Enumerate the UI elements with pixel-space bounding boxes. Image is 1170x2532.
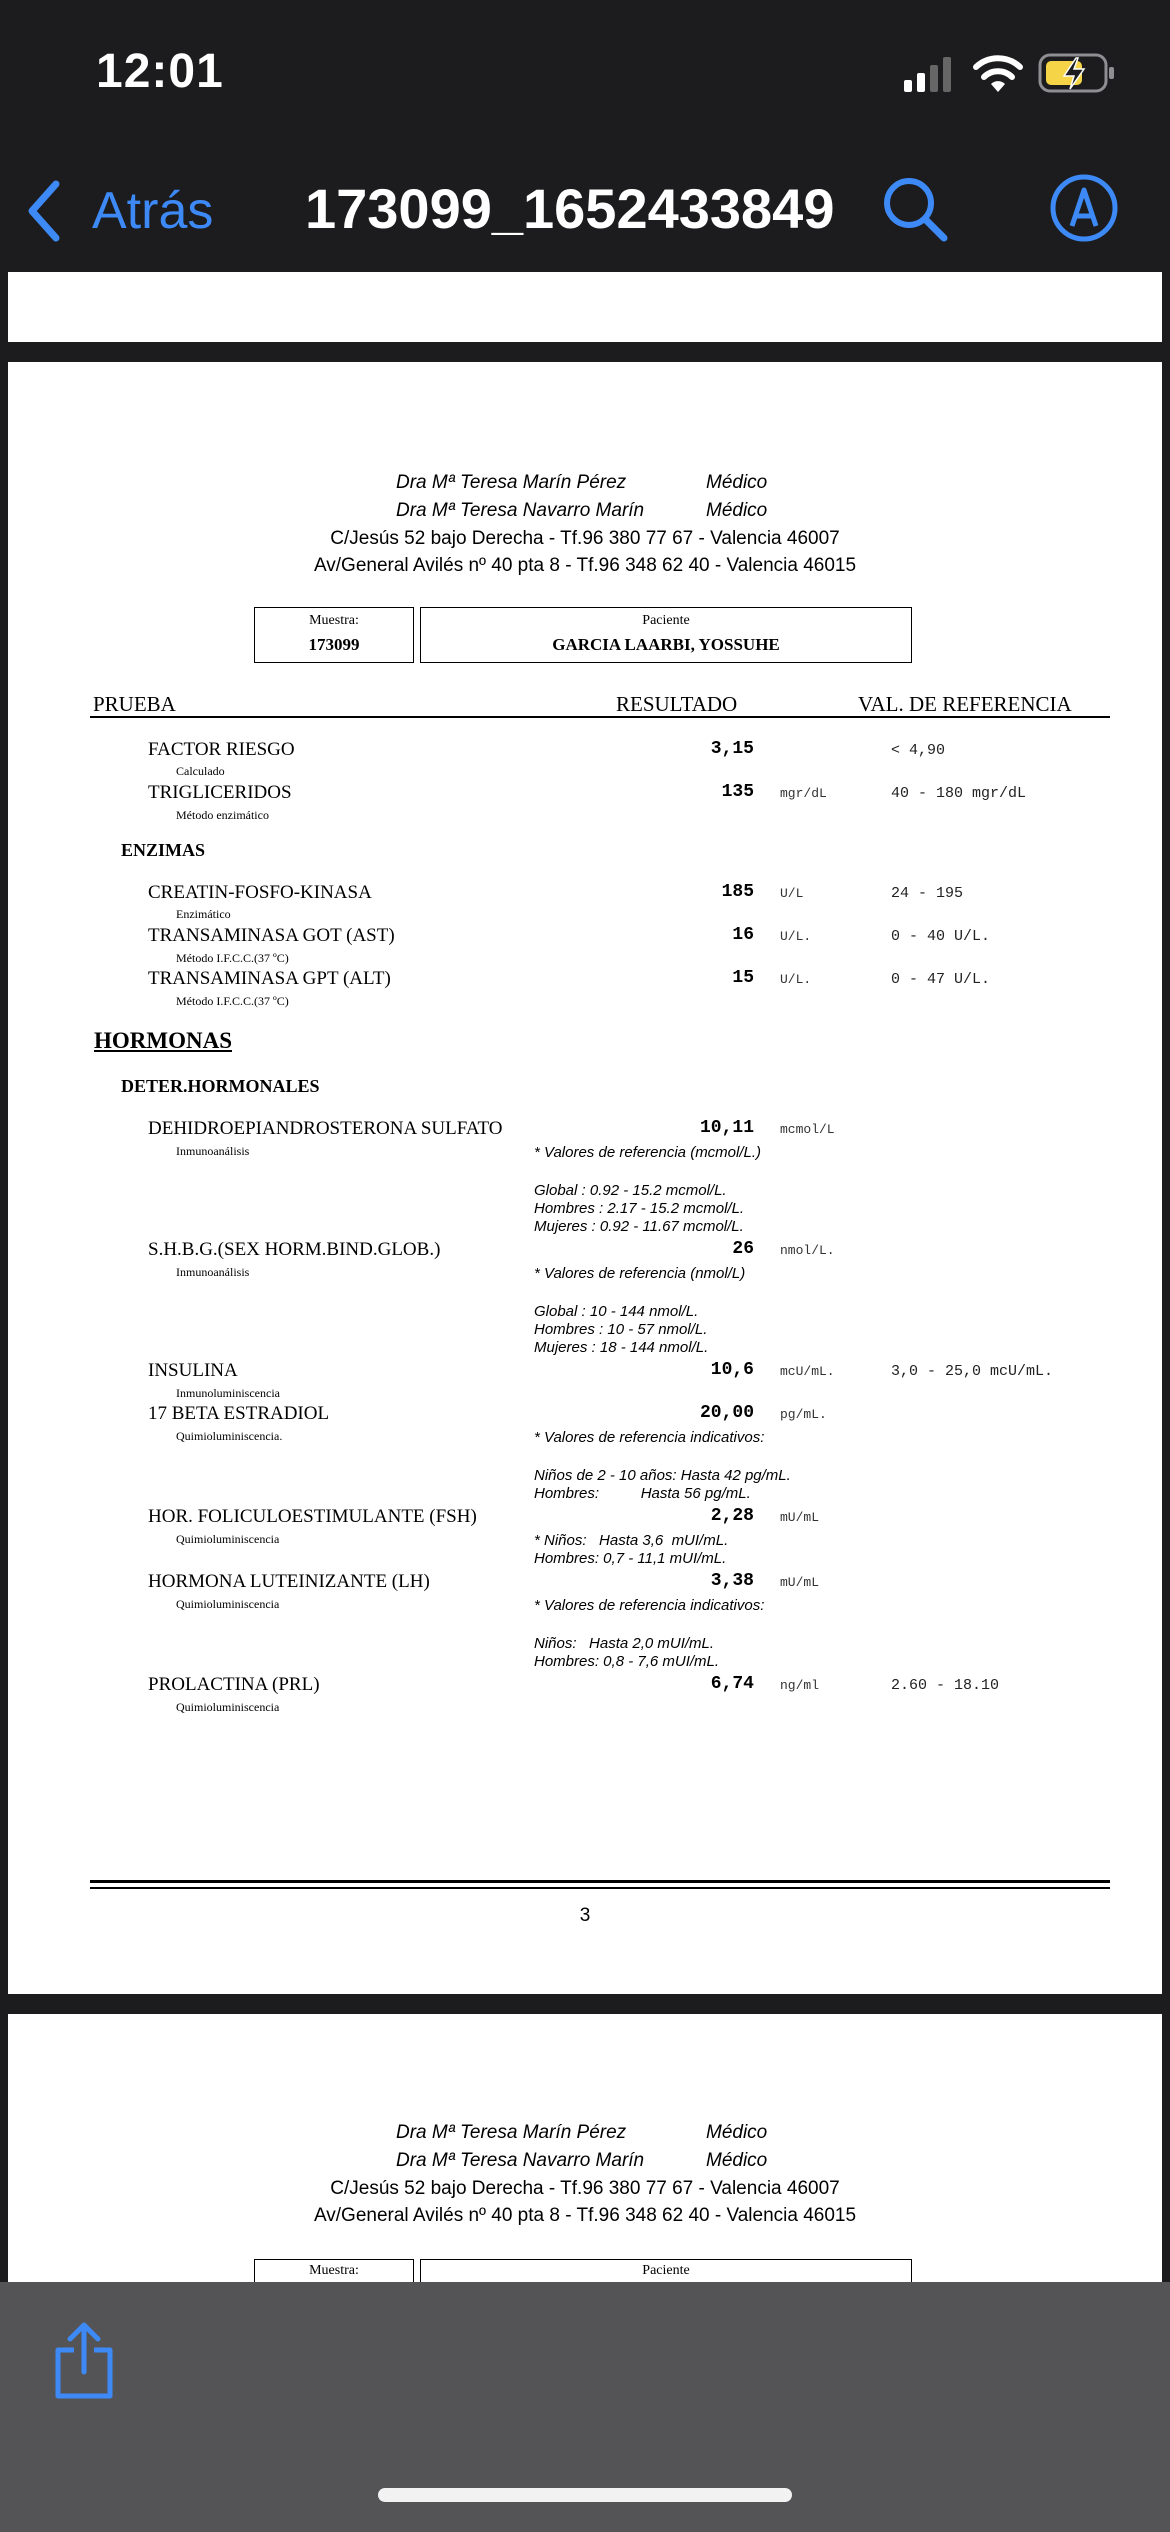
share-icon[interactable] xyxy=(52,2322,116,2402)
test-method: Quimioluminiscencia xyxy=(176,1597,280,1611)
sample-box xyxy=(254,2259,414,2284)
test-method: Enzimático xyxy=(176,907,231,921)
test-method: Quimioluminiscencia xyxy=(176,1700,280,1714)
test-reference: < 4,90 xyxy=(891,742,946,759)
reference-note: Global : 10 - 144 nmol/L. xyxy=(534,1303,699,1320)
reference-note: * Niños: Hasta 3,6 mUI/mL. xyxy=(534,1532,729,1549)
test-unit: U/L. xyxy=(780,929,812,944)
doctor1-name: Dra Mª Teresa Marín Pérez xyxy=(396,2122,627,2143)
test-value: 3,38 xyxy=(710,1571,754,1591)
footer-rule-thin xyxy=(90,1887,1110,1889)
test-reference: 24 - 195 xyxy=(891,885,964,902)
reference-note: Hombres: Hasta 56 pg/mL. xyxy=(534,1485,751,1502)
cellular-signal-icon xyxy=(902,54,954,94)
battery-charging-icon xyxy=(1038,52,1118,94)
column-result: RESULTADO xyxy=(616,692,738,716)
status-bar xyxy=(0,0,1170,140)
doctor2-role: Médico xyxy=(706,500,768,521)
markup-pen-icon[interactable] xyxy=(1048,172,1120,244)
test-method: Inmunoluminiscencia xyxy=(176,1386,280,1400)
reference-note: Global : 0.92 - 15.2 mcmol/L. xyxy=(534,1182,727,1199)
test-value: 20,00 xyxy=(699,1403,754,1423)
patient-label: Paciente xyxy=(642,613,690,628)
test-value: 6,74 xyxy=(710,1674,754,1694)
search-icon[interactable] xyxy=(880,174,950,244)
address-line-2: Av/General Avilés nº 40 pta 8 - Tf.96 348 62 40 - Valencia 46015 xyxy=(313,2205,857,2226)
test-reference: 2.60 - 18.10 xyxy=(891,1677,1000,1694)
wifi-icon xyxy=(972,52,1024,94)
test-name: HOR. FOLICULOESTIMULANTE (FSH) xyxy=(148,1506,477,1527)
chevron-left-icon xyxy=(24,180,64,242)
test-name: TRIGLICERIDOS xyxy=(148,782,292,803)
reference-note: Mujeres : 18 - 144 nmol/L. xyxy=(534,1339,709,1356)
test-value: 3,15 xyxy=(710,739,754,759)
patient-box xyxy=(420,607,912,663)
test-method: Método I.F.C.C.(37 ºC) xyxy=(176,951,289,965)
pdf-page-3 xyxy=(8,362,1162,1994)
test-name: TRANSAMINASA GPT (ALT) xyxy=(148,968,391,989)
test-name: DEHIDROEPIANDROSTERONA SULFATO xyxy=(148,1118,503,1139)
doctor1-role: Médico xyxy=(706,472,768,493)
address-line-2: Av/General Avilés nº 40 pta 8 - Tf.96 348 62 40 - Valencia 46015 xyxy=(313,555,857,576)
test-unit: nmol/L. xyxy=(780,1243,835,1258)
status-time: 12:01 xyxy=(96,45,224,98)
test-value: 185 xyxy=(721,882,754,902)
sample-label: Muestra: xyxy=(309,613,359,628)
reference-note: Hombres : 10 - 57 nmol/L. xyxy=(534,1321,708,1338)
test-name: PROLACTINA (PRL) xyxy=(148,1674,320,1695)
test-reference: 40 - 180 mgr/dL xyxy=(891,785,1027,802)
test-name: INSULINA xyxy=(148,1360,238,1381)
test-method: Calculado xyxy=(176,764,225,778)
sample-label: Muestra: xyxy=(309,2263,359,2278)
test-unit: U/L xyxy=(780,886,804,901)
back-label: Atrás xyxy=(92,182,214,240)
section-hormones: HORMONAS xyxy=(94,1028,232,1053)
column-reference: VAL. DE REFERENCIA xyxy=(858,692,1072,716)
test-method: Quimioluminiscencia. xyxy=(176,1429,283,1443)
test-method: Inmunoanálisis xyxy=(176,1144,250,1158)
test-unit: mcmol/L xyxy=(780,1122,835,1137)
reference-note: Mujeres : 0.92 - 11.67 mcmol/L. xyxy=(534,1218,744,1235)
test-value: 135 xyxy=(721,782,754,802)
section-enzymes: ENZIMAS xyxy=(121,840,206,860)
test-name: CREATIN-FOSFO-KINASA xyxy=(148,882,372,903)
test-unit: mgr/dL xyxy=(780,786,827,801)
test-unit: pg/mL. xyxy=(780,1407,827,1422)
reference-note: Hombres: 0,7 - 11,1 mUI/mL. xyxy=(534,1550,727,1567)
test-unit: ng/ml xyxy=(780,1678,820,1693)
patient-name: GARCIA LAARBI, YOSSUHE xyxy=(552,635,780,654)
reference-note: Niños: Hasta 2,0 mUI/mL. xyxy=(534,1635,715,1652)
test-unit: mU/mL xyxy=(780,1575,820,1590)
test-value: 10,6 xyxy=(710,1360,754,1380)
test-value: 2,28 xyxy=(710,1506,754,1526)
test-name: S.H.B.G.(SEX HORM.BIND.GLOB.) xyxy=(148,1239,441,1260)
test-method: Quimioluminiscencia xyxy=(176,1532,280,1546)
test-value: 16 xyxy=(732,925,754,945)
test-method: Inmunoanálisis xyxy=(176,1265,250,1279)
page-number: 3 xyxy=(579,1905,591,1926)
doctor2-role: Médico xyxy=(706,2150,768,2171)
address-line-1: C/Jesús 52 bajo Derecha - Tf.96 380 77 67 - Valencia 46007 xyxy=(330,528,840,549)
document-title: 173099_1652433849 xyxy=(305,177,835,240)
address-line-1: C/Jesús 52 bajo Derecha - Tf.96 380 77 67 - Valencia 46007 xyxy=(330,2178,840,2199)
reference-note-title: * Valores de referencia indicativos: xyxy=(534,1597,765,1614)
test-reference: 3,0 - 25,0 mcU/mL. xyxy=(891,1363,1054,1380)
column-test: PRUEBA xyxy=(93,692,176,716)
patient-label: Paciente xyxy=(642,2263,690,2278)
test-value: 10,11 xyxy=(699,1118,754,1138)
test-name: 17 BETA ESTRADIOL xyxy=(148,1403,330,1424)
reference-note-title: * Valores de referencia indicativos: xyxy=(534,1429,765,1446)
reference-note: Niños de 2 - 10 años: Hasta 42 pg/mL. xyxy=(534,1467,791,1484)
reference-note: Hombres : 2.17 - 15.2 mcmol/L. xyxy=(534,1200,745,1217)
test-reference: 0 - 47 U/L. xyxy=(891,971,991,988)
doctor2-name: Dra Mª Teresa Navarro Marín xyxy=(396,2150,645,2171)
pdf-page-next xyxy=(8,2014,1162,2284)
test-unit: mU/mL xyxy=(780,1510,820,1525)
doctor1-name: Dra Mª Teresa Marín Pérez xyxy=(396,472,627,493)
test-name: TRANSAMINASA GOT (AST) xyxy=(148,925,395,946)
sample-number: 173099 xyxy=(308,635,360,654)
footer-rule xyxy=(90,1880,1110,1883)
subsection-hormonal: DETER.HORMONALES xyxy=(121,1076,320,1096)
test-name: FACTOR RIESGO xyxy=(148,739,295,760)
test-value: 15 xyxy=(732,968,754,988)
home-indicator[interactable] xyxy=(378,2488,792,2502)
test-unit: mcU/mL. xyxy=(780,1364,835,1379)
test-method: Método enzimático xyxy=(176,808,269,822)
nav-bar xyxy=(0,140,1170,270)
reference-note-title: * Valores de referencia (mcmol/L.) xyxy=(534,1144,762,1161)
pdf-page-previous xyxy=(8,272,1162,342)
test-reference: 0 - 40 U/L. xyxy=(891,928,991,945)
patient-box xyxy=(420,2259,912,2284)
test-method: Método I.F.C.C.(37 ºC) xyxy=(176,994,289,1008)
reference-note-title: * Valores de referencia (nmol/L) xyxy=(534,1265,746,1282)
test-value: 26 xyxy=(732,1239,754,1259)
sample-box xyxy=(254,607,414,663)
back-button[interactable] xyxy=(24,176,224,246)
reference-note: Hombres: 0,8 - 7,6 mUI/mL. xyxy=(534,1653,720,1670)
header-divider xyxy=(90,716,1110,718)
test-name: HORMONA LUTEINIZANTE (LH) xyxy=(148,1571,430,1592)
doctor2-name: Dra Mª Teresa Navarro Marín xyxy=(396,500,645,521)
doctor1-role: Médico xyxy=(706,2122,768,2143)
test-unit: U/L. xyxy=(780,972,812,987)
